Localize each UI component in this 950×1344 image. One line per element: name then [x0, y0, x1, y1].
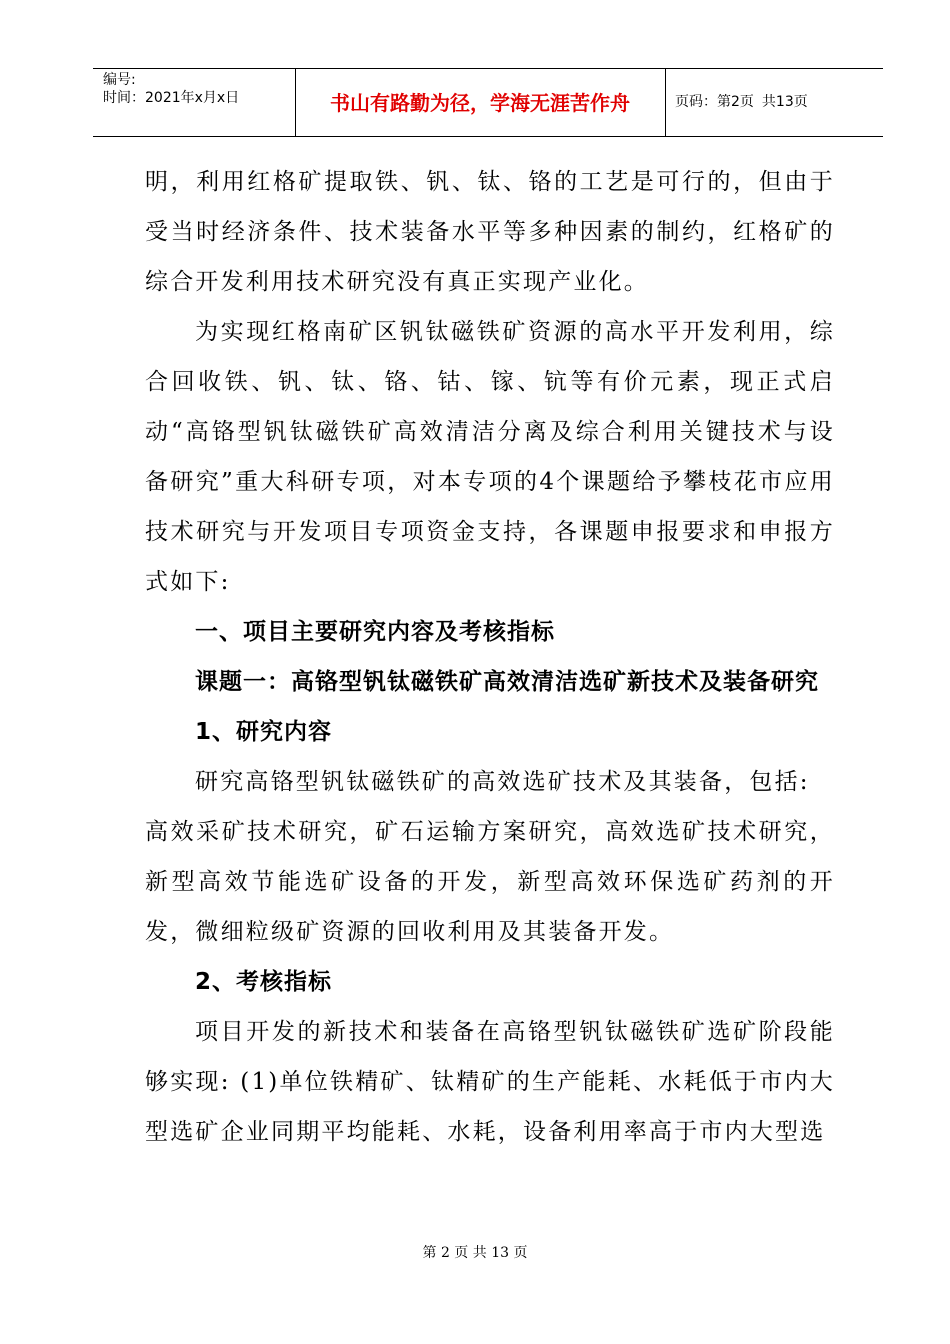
header-total-pages: 共13页 [761, 94, 808, 110]
header-page-number: 页码：第2页 [675, 94, 754, 110]
paragraph-2: 为实现红格南矿区钒钛磁铁矿资源的高水平开发利用，综合回收铁、钒、钛、铬、钴、镓、钪等有价元素，现正式启动“高铬型钒钛磁铁矿高效清洁分离及综合利用关键技术与设备研究”重大科研专项，对本专项的4个课题给予攀枝花市应用技术研究与开发项目专项资金支持，各课题申报要求和申报方式如下: [145, 319, 835, 595]
date-line: 时间：2021年x月x日 [103, 90, 240, 106]
header-motto-cell [295, 69, 666, 136]
header-meta-cell [93, 69, 296, 136]
subheading-assessment-indicators: 2、考核指标 [195, 969, 333, 995]
serial-number-label: 编号: [103, 72, 136, 88]
paragraph-4: 高效采矿技术研究，矿石运输方案研究，高效选矿技术研究，新型高效节能选矿设备的开发，新型高效环保选矿药剂的开发，微细粒级矿资源的回收利用及其装备开发。 [145, 819, 835, 945]
paragraph-1: 明，利用红格矿提取铁、钒、钛、铬的工艺是可行的，但由于受当时经济条件、技术装备水平等多种因素的制约，红格矿的综合开发利用技术研究没有真正实现产业化。 [145, 169, 835, 295]
motto-text: 书山有路勤为径，学海无涯苦作舟 [330, 91, 630, 115]
paragraph-3: 研究高铬型钒钛磁铁矿的高效选矿技术及其装备，包括: [195, 769, 810, 795]
document-header [93, 68, 883, 137]
header-page-info [675, 94, 808, 110]
page-footer: 第 2 页 共 13 页 [422, 1245, 528, 1261]
header-page-cell [665, 69, 883, 136]
subheading-research-content: 1、研究内容 [195, 719, 333, 745]
document-body [145, 157, 835, 1157]
topic-heading-1: 课题一：高铬型钒钛磁铁矿高效清洁选矿新技术及装备研究 [195, 669, 819, 695]
section-heading-1: 一、项目主要研究内容及考核指标 [195, 619, 555, 645]
paragraph-5: 项目开发的新技术和装备在高铬型钒钛磁铁矿选矿阶段能够实现: (1)单位铁精矿、钛精矿的生产能耗、水耗低于市内大型选矿企业同期平均能耗、水耗，设备利用率高于市内大型选 [145, 1019, 835, 1145]
